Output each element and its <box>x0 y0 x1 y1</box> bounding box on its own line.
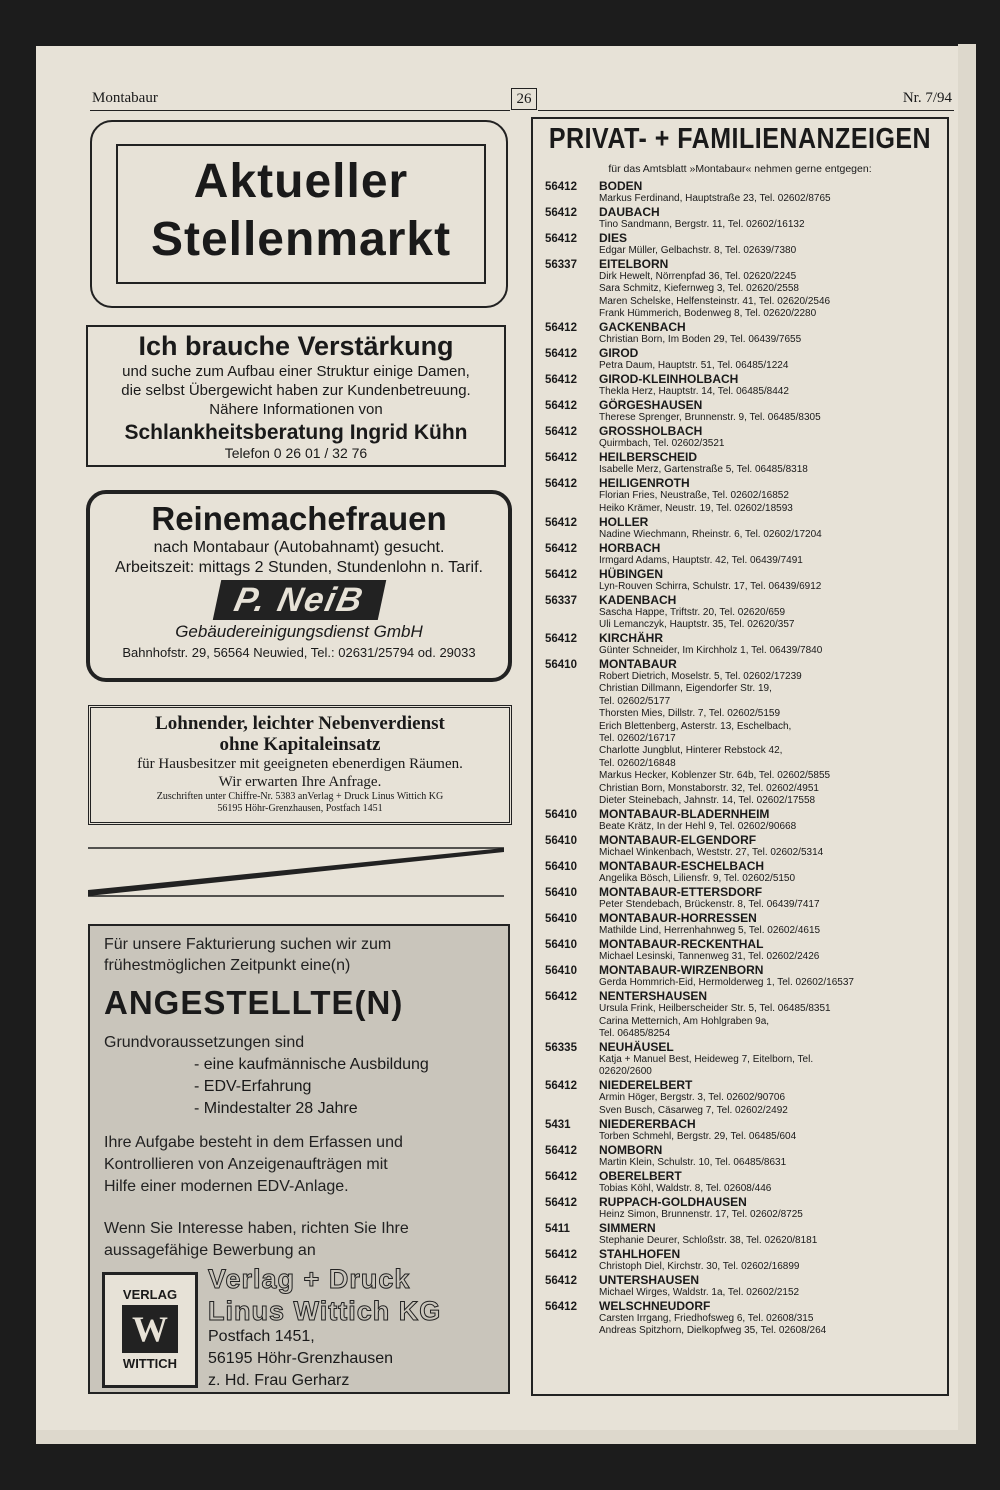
ad5-company-1: Verlag + Druck <box>208 1264 411 1294</box>
entry-contact: Markus Ferdinand, Hauptstraße 23, Tel. 02602/8765 <box>599 193 831 204</box>
entry-town: HÜBINGEN <box>599 566 664 581</box>
entry-contact: Sven Busch, Cäsarweg 7, Tel. 02602/2492 <box>599 1104 788 1116</box>
entry-zip: 56412 <box>545 181 577 193</box>
entry-contact: Torben Schmehl, Bergstr. 29, Tel. 06485/604 <box>599 1130 797 1142</box>
entry-zip: 56412 <box>545 400 577 413</box>
entry-town: MONTABAUR-ESCHELBACH <box>599 859 765 874</box>
entry-contact: Christian Dillmann, Eigendorfer Str. 19, <box>599 683 772 695</box>
list-item <box>533 1300 947 1338</box>
entry-town: KADENBACH <box>599 592 677 607</box>
entry-contact: Heinz Simon, Brunnenstr. 17, Tel. 02602/8725 <box>599 1208 803 1220</box>
entry-zip: 56412 <box>545 426 577 439</box>
ad5-task-1: Ihre Aufgabe besteht in dem Erfassen und <box>104 1134 403 1151</box>
ad5-intro-1: Für unsere Fakturierung suchen wir zum <box>104 936 392 953</box>
entry-contact: Mathilde Lind, Herrenhahnweg 5, Tel. 02602/4615 <box>599 925 821 937</box>
list-item <box>533 180 947 205</box>
list-item <box>533 632 947 657</box>
entry-contact: Martin Klein, Schulstr. 10, Tel. 06485/8631 <box>599 1156 787 1168</box>
entry-contact: Tel. 02602/16848 <box>599 757 676 769</box>
entry-contact: Charlotte Jungblut, Hinterer Rebstock 42, <box>599 745 783 757</box>
list-item <box>533 1118 947 1143</box>
banner-line-1: Aktueller <box>193 155 409 208</box>
private-ads-subtitle: für das Amtsblatt »Montabaur« nehmen gerne entgegen: <box>608 163 872 175</box>
list-item <box>533 451 947 476</box>
entry-zip: 56337 <box>545 594 577 607</box>
entry-contact: 02620/2600 <box>599 1066 652 1078</box>
ad4-small-1: Zuschriften unter Chiffre-Nr. 5383 anVerlag + Druck Linus Wittich KG <box>156 791 444 802</box>
list-item <box>533 477 947 515</box>
entry-zip: 56410 <box>545 887 577 900</box>
entry-contact: Uli Lemanczyk, Hauptstr. 35, Tel. 02620/357 <box>599 619 795 631</box>
entry-zip: 56410 <box>545 913 577 926</box>
entry-zip: 56335 <box>545 1041 577 1054</box>
list-item <box>533 938 947 963</box>
page-edge-bottom <box>36 1430 976 1444</box>
ad4-small-2: 56195 Höhr-Grenzhausen, Postfach 1451 <box>217 803 383 814</box>
entry-zip: 56412 <box>545 1274 577 1287</box>
entry-contact: Sascha Happe, Triftstr. 20, Tel. 02620/659 <box>599 606 786 618</box>
entry-zip: 56412 <box>545 452 577 465</box>
ad2-line-2: die selbst Übergewicht haben zur Kundenbetreuung. <box>121 382 471 399</box>
list-item <box>533 568 947 593</box>
entry-town: DIES <box>599 231 628 245</box>
ad4-headline-2: ohne Kapitaleinsatz <box>219 734 381 755</box>
list-item <box>533 834 947 859</box>
entry-town: DAUBACH <box>599 205 660 219</box>
entry-zip: 56410 <box>545 939 577 952</box>
entry-contact: Günter Schneider, Im Kirchholz 1, Tel. 06439/7840 <box>599 645 823 657</box>
entry-contact: Irmgard Adams, Hauptstr. 42, Tel. 06439/7491 <box>599 554 803 566</box>
list-item <box>533 542 947 567</box>
page-edge-right <box>958 44 976 1444</box>
entry-town: MONTABAUR-RECKENTHAL <box>599 937 764 952</box>
entry-zip: 5431 <box>545 1118 571 1131</box>
ad5-address-2: 56195 Höhr-Grenzhausen <box>208 1350 394 1367</box>
list-item <box>533 658 947 807</box>
page-number: 26 <box>511 88 537 110</box>
entry-zip: 56412 <box>545 348 577 361</box>
entry-town: STAHLHOFEN <box>599 1246 681 1261</box>
logo-top-text: VERLAG <box>122 1287 178 1302</box>
entry-contact: Gerda Hommrich-Eid, Hermolderweg 1, Tel. 02602/16537 <box>599 977 854 989</box>
entry-contact: Heiko Krämer, Neustr. 19, Tel. 02602/18593 <box>599 502 793 514</box>
list-item <box>533 373 947 398</box>
entry-zip: 56412 <box>545 991 577 1004</box>
entry-contact: Therese Sprenger, Brunnenstr. 9, Tel. 06485/8305 <box>599 412 821 424</box>
header-rule-left <box>90 110 510 111</box>
neiss-logo: P. NeiB <box>212 580 385 620</box>
list-item <box>533 258 947 321</box>
list-item <box>533 347 947 372</box>
ad5-apply-2: aussagefähige Bewerbung an <box>104 1242 316 1259</box>
entry-contact: Stephanie Deurer, Schloßstr. 38, Tel. 02620/8181 <box>599 1234 818 1246</box>
entry-contact: Christian Born, Im Boden 29, Tel. 06439/7655 <box>599 334 802 346</box>
entry-town: HORBACH <box>599 540 661 555</box>
ad3-line-1: nach Montabaur (Autobahnamt) gesucht. <box>153 539 445 556</box>
ad2-line-1: und suche zum Aufbau einer Struktur einige Damen, <box>122 363 470 380</box>
list-item <box>533 1041 947 1079</box>
entry-zip: 56412 <box>545 568 577 581</box>
entry-town: OBERELBERT <box>599 1168 682 1183</box>
list-item <box>533 1274 947 1299</box>
ad4-headline-1: Lohnender, leichter Nebenverdienst <box>155 713 445 734</box>
entry-zip: 56412 <box>545 1196 577 1209</box>
entry-contact: Michael Lesinski, Tannenweg 31, Tel. 02602/2426 <box>599 951 820 963</box>
private-ads-title: PRIVAT- + FAMILIENANZEIGEN <box>548 122 932 156</box>
entry-contact: Tino Sandmann, Bergstr. 11, Tel. 02602/16132 <box>599 219 805 230</box>
ad2-headline: Ich brauche Verstärkung <box>138 331 454 361</box>
entry-town: GACKENBACH <box>599 320 686 335</box>
entry-contact: Michael Winkenbach, Weststr. 27, Tel. 02602/5314 <box>599 847 824 859</box>
entry-contact: Dirk Hewelt, Nörrenpfad 36, Tel. 02620/2245 <box>599 271 797 282</box>
entry-zip: 56412 <box>545 478 577 491</box>
entry-zip: 56412 <box>545 1248 577 1261</box>
entry-town: MONTABAUR-WIRZENBORN <box>599 963 764 978</box>
ad5-headline: ANGESTELLTE(N) <box>104 984 404 1021</box>
list-item <box>533 1222 947 1247</box>
ad5-company-2: Linus Wittich KG <box>208 1296 442 1326</box>
ad3-line-2: Arbeitszeit: mittags 2 Stunden, Stundenlohn n. Tarif. <box>115 559 483 576</box>
ad2-phone: Telefon 0 26 01 / 32 76 <box>224 445 368 461</box>
entry-contact: Petra Daum, Hauptstr. 51, Tel. 06485/1224 <box>599 360 789 372</box>
entry-town: GIROD-KLEINHOLBACH <box>599 372 739 387</box>
list-item <box>533 1196 947 1221</box>
agent-list <box>533 180 947 1338</box>
entry-contact: Florian Fries, Neustraße, Tel. 02602/16852 <box>599 490 789 502</box>
entry-zip: 56410 <box>545 809 577 822</box>
entry-zip: 56337 <box>545 259 577 271</box>
ad4-line-1: für Hausbesitzer mit geeigneten ebenerdigen Räumen. <box>137 756 463 772</box>
ad5-intro-2: frühestmöglichen Zeitpunkt eine(n) <box>104 957 351 974</box>
ad5-item-1: - eine kaufmännische Ausbildung <box>194 1056 429 1073</box>
entry-contact: Isabelle Merz, Gartenstraße 5, Tel. 06485/8318 <box>599 464 808 476</box>
ad-angestellte <box>88 924 510 1394</box>
list-item <box>533 399 947 424</box>
list-item <box>533 1170 947 1195</box>
entry-town: NIEDERELBERT <box>599 1078 693 1093</box>
entry-contact: Katja + Manuel Best, Heideweg 7, Eitelborn, Tel. <box>599 1053 814 1065</box>
entry-town: MONTABAUR-BLADERNHEIM <box>599 807 770 822</box>
entry-zip: 56412 <box>545 1080 577 1093</box>
list-item <box>533 321 947 346</box>
ad3-company: Gebäudereinigungsdienst GmbH <box>175 622 423 641</box>
stellenmarkt-banner <box>90 120 508 308</box>
entry-contact: Markus Hecker, Koblenzer Str. 64b, Tel. 02602/5855 <box>599 770 831 782</box>
entry-zip: 5411 <box>545 1222 570 1235</box>
list-item <box>533 990 947 1040</box>
issue-number: Nr. 7/94 <box>902 90 952 106</box>
entry-town: NOMBORN <box>599 1142 663 1157</box>
list-item <box>533 886 947 911</box>
entry-town: RUPPACH-GOLDHAUSEN <box>599 1194 747 1209</box>
wittich-logo <box>102 1272 198 1388</box>
entry-contact: Tel. 02602/16717 <box>599 733 676 745</box>
entry-zip: 56410 <box>545 965 577 978</box>
entry-town: GÖRGESHAUSEN <box>599 398 703 413</box>
ad5-address-1: Postfach 1451, <box>208 1328 315 1345</box>
entry-contact: Thorsten Mies, Dillstr. 7, Tel. 02602/5159 <box>599 708 781 720</box>
entry-town: NENTERSHAUSEN <box>599 989 708 1004</box>
ad5-requirements: Grundvoraussetzungen sind <box>104 1034 305 1051</box>
list-item <box>533 860 947 885</box>
entry-zip: 56412 <box>545 1300 577 1313</box>
entry-town: GROSSHOLBACH <box>599 424 703 439</box>
entry-contact: Nadine Wiechmann, Rheinstr. 6, Tel. 02602/17204 <box>599 528 822 540</box>
entry-contact: Christoph Diel, Kirchstr. 30, Tel. 02602/16899 <box>599 1260 800 1272</box>
entry-zip: 56412 <box>545 233 577 245</box>
ad5-task-3: Hilfe einer modernen EDV-Anlage. <box>104 1178 349 1195</box>
list-item <box>533 232 947 257</box>
entry-town: MONTABAUR-ETTERSDORF <box>599 885 763 900</box>
ad-verstaerkung <box>86 325 506 467</box>
ad5-task-2: Kontrollieren von Anzeigenaufträgen mit <box>104 1156 388 1173</box>
entry-contact: Edgar Müller, Gelbachstr. 8, Tel. 02639/7380 <box>599 245 797 256</box>
entry-town: MONTABAUR-ELGENDORF <box>599 833 757 848</box>
entry-contact: Angelika Bösch, Liliensfr. 9, Tel. 02602/5150 <box>599 873 796 885</box>
ad-nebenverdienst <box>88 705 512 825</box>
entry-zip: 56412 <box>545 322 577 335</box>
list-item <box>533 206 947 231</box>
header-rule-right <box>538 110 954 111</box>
entry-zip: 56412 <box>545 207 577 219</box>
entry-contact: Tel. 02602/5177 <box>599 695 671 707</box>
entry-contact: Carina Metternich, Am Hohlgraben 9a, <box>599 1015 770 1027</box>
entry-zip: 56410 <box>545 835 577 848</box>
list-item <box>533 1079 947 1117</box>
logo-bottom-text: WITTICH <box>122 1356 178 1371</box>
entry-contact: Quirmbach, Tel. 02602/3521 <box>599 438 725 450</box>
ad5-item-3: - Mindestalter 28 Jahre <box>194 1100 358 1117</box>
entry-contact: Thekla Herz, Hauptstr. 14, Tel. 06485/8442 <box>599 386 789 398</box>
entry-town: MONTABAUR-HORRESSEN <box>599 911 757 926</box>
entry-contact: Andreas Spitzhorn, Dielkopfweg 35, Tel. 02608/264 <box>599 1325 827 1337</box>
ad5-item-2: - EDV-Erfahrung <box>194 1078 312 1095</box>
entry-town: KIRCHÄHR <box>599 631 663 646</box>
list-item <box>533 808 947 833</box>
ad2-line-3: Nähere Informationen von <box>209 401 383 418</box>
entry-town: GIROD <box>599 346 639 361</box>
entry-zip: 56410 <box>545 861 577 874</box>
entry-town: UNTERSHAUSEN <box>599 1272 700 1287</box>
entry-zip: 56412 <box>545 374 577 387</box>
entry-contact: Christian Born, Monstaborstr. 32, Tel. 02602/4951 <box>599 782 819 794</box>
entry-contact: Michael Wirges, Waldstr. 1a, Tel. 02602/2152 <box>599 1286 800 1298</box>
entry-town: WELSCHNEUDORF <box>599 1298 711 1313</box>
ad5-apply-1: Wenn Sie Interesse haben, richten Sie Ihre <box>104 1220 409 1237</box>
entry-zip: 56412 <box>545 542 577 555</box>
wedge-divider <box>86 842 506 902</box>
entry-zip: 56412 <box>545 1170 577 1183</box>
ad3-address: Bahnhofstr. 29, 56564 Neuwied, Tel.: 02631/25794 od. 29033 <box>122 645 476 660</box>
entry-contact: Armin Höger, Bergstr. 3, Tel. 02602/90706 <box>599 1092 786 1104</box>
entry-town: HEILIGENROTH <box>599 476 690 491</box>
entry-town: HEILBERSCHEID <box>599 450 698 465</box>
entry-contact: Robert Dietrich, Moselstr. 5, Tel. 02602/17239 <box>599 671 802 683</box>
entry-town: BODEN <box>599 179 643 193</box>
header-town: Montabaur <box>92 90 158 106</box>
entry-contact: Tel. 06485/8254 <box>599 1027 671 1039</box>
entry-town: NEUHÄUSEL <box>599 1039 674 1054</box>
ad2-company: Schlankheitsberatung Ingrid Kühn <box>124 421 468 444</box>
entry-town: NIEDERERBACH <box>599 1116 696 1131</box>
entry-zip: 56412 <box>545 516 577 529</box>
entry-contact: Frank Hümmerich, Bodenweg 8, Tel. 02620/2280 <box>599 308 817 320</box>
ad-reinemachefrauen <box>86 490 512 682</box>
banner-line-2: Stellenmarkt <box>150 213 452 266</box>
entry-contact: Carsten Irrgang, Friedhofsweg 6, Tel. 02608/315 <box>599 1312 814 1324</box>
list-item <box>533 964 947 989</box>
list-item <box>533 516 947 541</box>
entry-contact: Ursula Frink, Heilberscheider Str. 5, Tel. 06485/8351 <box>599 1003 831 1015</box>
entry-zip: 56412 <box>545 1144 577 1157</box>
stellenmarkt-frame <box>116 144 486 284</box>
entry-contact: Maren Schelske, Helfensteinstr. 41, Tel. 02620/2546 <box>599 295 831 307</box>
list-item <box>533 912 947 937</box>
list-item <box>533 425 947 450</box>
list-item <box>533 1248 947 1273</box>
ad3-headline: Reinemachefrauen <box>151 500 447 537</box>
entry-contact: Tobias Köhl, Waldstr. 8, Tel. 02608/446 <box>599 1182 772 1194</box>
ad4-line-2: Wir erwarten Ihre Anfrage. <box>218 774 382 790</box>
list-item <box>533 594 947 632</box>
ad5-address-3: z. Hd. Frau Gerharz <box>208 1372 350 1389</box>
entry-contact: Beate Krätz, In der Hehl 9, Tel. 02602/90668 <box>599 821 797 833</box>
entry-town: SIMMERN <box>599 1220 656 1235</box>
lw-mark-icon: W <box>122 1305 178 1353</box>
entry-contact: Erich Blettenberg, Asterstr. 13, Eschelbach, <box>599 720 792 732</box>
entry-contact: Sara Schmitz, Kiefernweg 3, Tel. 02620/2558 <box>599 283 799 295</box>
entry-town: EITELBORN <box>599 257 669 271</box>
entry-zip: 56412 <box>545 633 577 646</box>
entry-town: HOLLER <box>599 514 649 529</box>
entry-contact: Dieter Steinebach, Jahnstr. 14, Tel. 02602/17558 <box>599 795 816 807</box>
entry-contact: Peter Stendebach, Brückenstr. 8, Tel. 06439/7417 <box>599 899 820 911</box>
entry-zip: 56410 <box>545 659 577 672</box>
entry-contact: Lyn-Rouven Schirra, Schulstr. 17, Tel. 06439/6912 <box>599 580 822 592</box>
list-item <box>533 1144 947 1169</box>
entry-town: MONTABAUR <box>599 657 677 672</box>
private-ads-box <box>531 117 949 1396</box>
